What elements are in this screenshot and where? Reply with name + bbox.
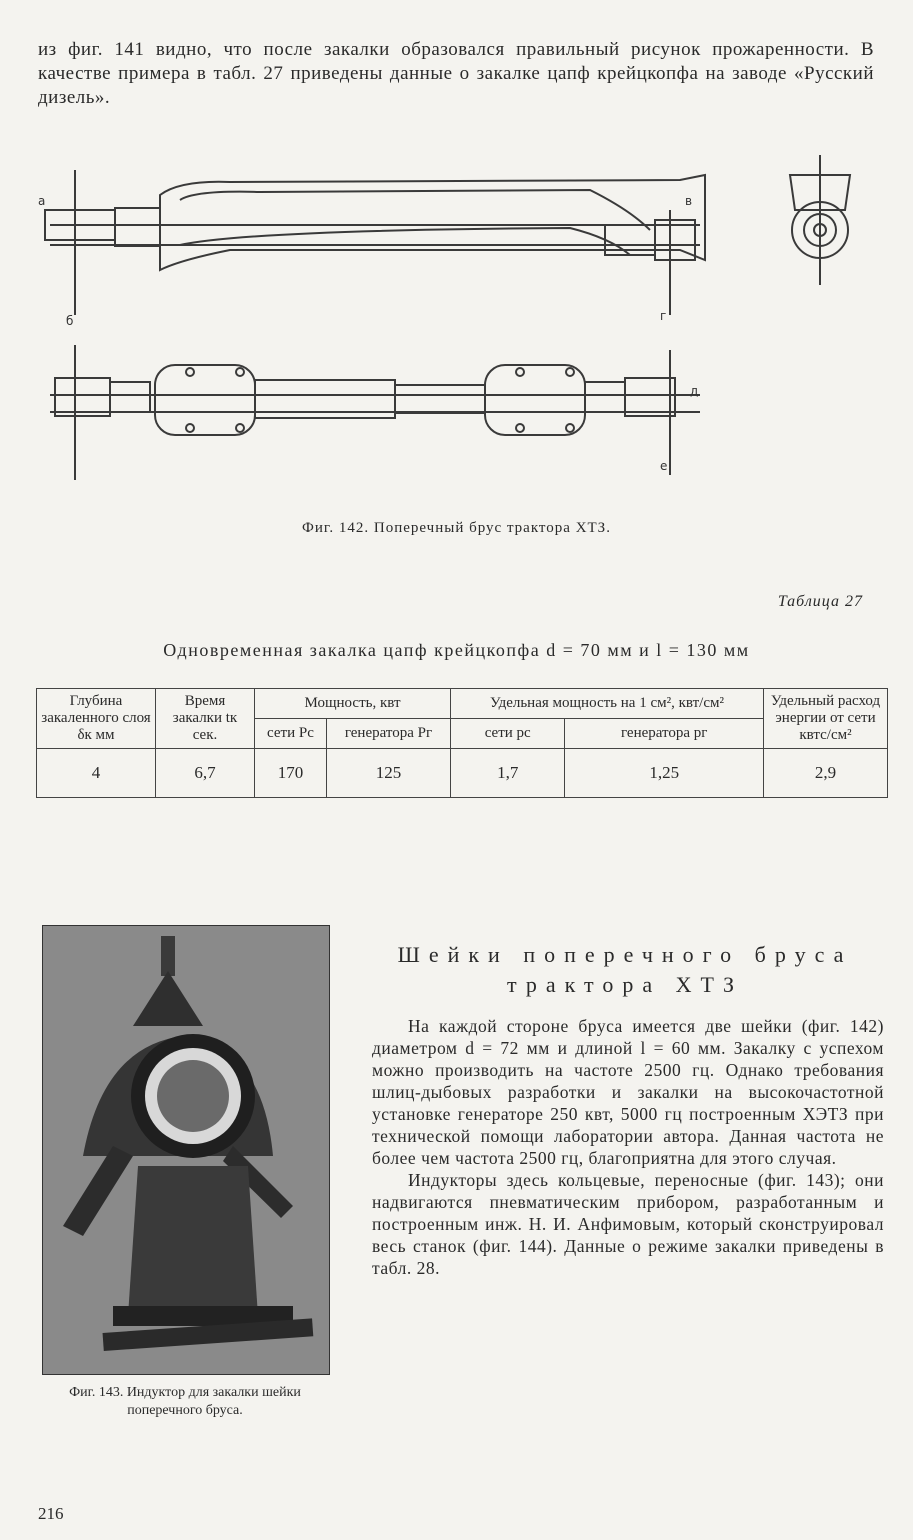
- drawing-label-a: а: [38, 194, 46, 208]
- cell-sp-gen: 1,25: [565, 749, 764, 798]
- header-power: Мощность, квт: [255, 689, 451, 719]
- cell-time: 6,7: [156, 749, 255, 798]
- axle-technical-drawing: [30, 150, 880, 490]
- figure-142-caption: Фиг. 142. Поперечный брус трактора ХТЗ.: [302, 520, 611, 536]
- cell-power-net: 170: [255, 749, 327, 798]
- header-sp-net: сети рс: [451, 719, 565, 749]
- quenching-table: [36, 688, 888, 798]
- drawing-label-g: г: [660, 309, 667, 323]
- header-sp-gen: генератора рг: [565, 719, 764, 749]
- header-specific-energy: Удельный расход энергии от сети квтс/см²: [764, 689, 888, 749]
- drawing-label-v: в: [685, 194, 693, 208]
- drawing-label-e: е: [660, 459, 668, 473]
- intro-paragraph: из фиг. 141 видно, что после закалки образовался правильный рисунок прожаренности. В качестве примера в табл. 27 приведены данные о закалке цапф крейцкопфа на заводе «Русский дизель».: [38, 39, 874, 108]
- table-row: [37, 749, 888, 798]
- section-title: Шейки поперечного бруса трактора ХТЗ: [397, 942, 853, 997]
- drawing-label-b: б: [66, 314, 74, 328]
- header-specific-power: Удельная мощность на 1 см², квт/см²: [451, 689, 764, 719]
- header-depth: Глубина закаленного слоя δк мм: [37, 689, 156, 749]
- body-paragraph-2: Индукторы здесь кольцевые, переносные (фиг. 143); они надвигаются пневматическим прибором, разработанным и построенным инж. Н. И. Анфимовым, который сконструировал весь станок (фиг. 144). Данные о режиме закалки приведены в табл. 28.: [372, 1170, 884, 1278]
- cell-power-gen: 125: [326, 749, 450, 798]
- body-paragraph-1: На каждой стороне бруса имеется две шейки (фиг. 142) диаметром d = 72 мм и длиной l = 60 мм. Закалку с успехом можно производить на частоте 2500 гц. Однако требования шлиц-дыбовых разработки и закалки на высокочастотной установке генераторе 250 квт, 5000 гц построенным ХЭТЗ при технической помощи лаборатории автора. Данная частота не более чем частота 2500 гц, благоприятна для этого случая.: [372, 1016, 884, 1168]
- header-power-gen: генератора Рг: [326, 719, 450, 749]
- inductor-illustration: [43, 926, 329, 1374]
- table-title: Одновременная закалка цапф крейцкопфа d = 70 мм и l = 130 мм: [163, 640, 750, 660]
- header-time: Время закалки tк сек.: [156, 689, 255, 749]
- section-body: [372, 1015, 884, 1279]
- page-number: 216: [38, 1504, 64, 1523]
- cell-specific-energy: 2,9: [764, 749, 888, 798]
- cell-depth: 4: [37, 749, 156, 798]
- cell-sp-net: 1,7: [451, 749, 565, 798]
- figure-143-caption: Фиг. 143. Индуктор для закалки шейки поперечного бруса.: [69, 1385, 301, 1418]
- inductor-photo: [42, 925, 330, 1375]
- header-power-net: сети Рс: [255, 719, 327, 749]
- table-number: Таблица 27: [777, 593, 863, 610]
- drawing-label-d: д: [690, 384, 699, 398]
